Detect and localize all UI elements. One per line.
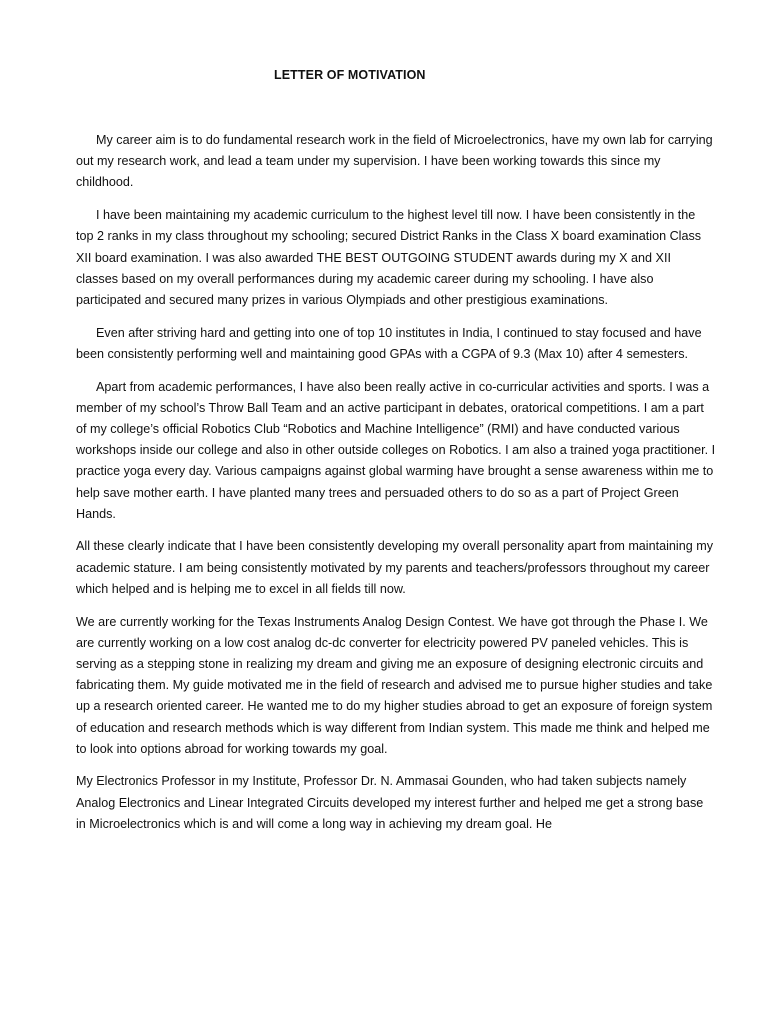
paragraph-professor: My Electronics Professor in my Institute, Professor Dr. N. Ammasai Gounden, who had taken subjects namely Analog Electronics and Linear Integrated Circuits developed my interest further and helped me get a strong base in Microelectronics which is and will come a long way in achieving my dream goal. He (76, 774, 704, 831)
paragraph-personality: All these clearly indicate that I have been consistently developing my overall personality apart from maintaining my academic stature. I am being consistently motivated by my parents and teachers/professors throughout my career which helped and is helping me to excel in all fields till now. (76, 539, 714, 596)
paragraph-design-contest: We are currently working for the Texas Instruments Analog Design Contest. We have got through the Phase I. We are currently working on a low cost analog dc-dc converter for electricity powered PV paneled vehicles. This is serving as a stepping stone in realizing my dream and giving me an exposure of designing electronic circuits and fabricating them. My guide motivated me in the field of research and advised me to pursue higher studies and take up a research oriented career. He wanted me to do my higher studies abroad to get an exposure of foreign system of education and research methods which is way different from Indian system. This made me think and helped me to look into options abroad for working towards my goal. (76, 614, 713, 756)
paragraph-career-aim: My career aim is to do fundamental research work in the field of Microelectronics, have my own lab for carrying out my research work, and lead a team under my supervision. I have been working towards this since my childhood. (76, 133, 713, 190)
letter-body (76, 130, 716, 835)
document-title: LETTER OF MOTIVATION (274, 68, 426, 82)
paragraph-academic-record: I have been maintaining my academic curriculum to the highest level till now. I have been consistently in the top 2 ranks in my class throughout my schooling; secured District Ranks in the Class X board examination Class XII board examination. I was also awarded THE BEST OUTGOING STUDENT awards during my X and XII classes based on my overall performances during my academic career during my schooling. I have also participated and secured many prizes in various Olympiads and other prestigious examinations. (76, 208, 702, 307)
paragraph-co-curricular: Apart from academic performances, I have also been really active in co-curricular activities and sports. I was a member of my school’s Throw Ball Team and an active participant in debates, oratorical competitions. I am a part of my college’s official Robotics Club “Robotics and Machine Intelligence” (RMI) and have conducted various workshops inside our college and also in other outside colleges on Robotics. I am also a trained yoga practitioner. I practice yoga every day. Various campaigns against global warming have brought a sense awareness within me to help save mother earth. I have planted many trees and persuaded others to do so as a part of Project Green Hands. (76, 379, 716, 521)
paragraph-institute-performance: Even after striving hard and getting into one of top 10 institutes in India, I continued to stay focused and have been consistently performing well and maintaining good GPAs with a CGPA of 9.3 (Max 10) after 4 semesters. (76, 325, 702, 361)
